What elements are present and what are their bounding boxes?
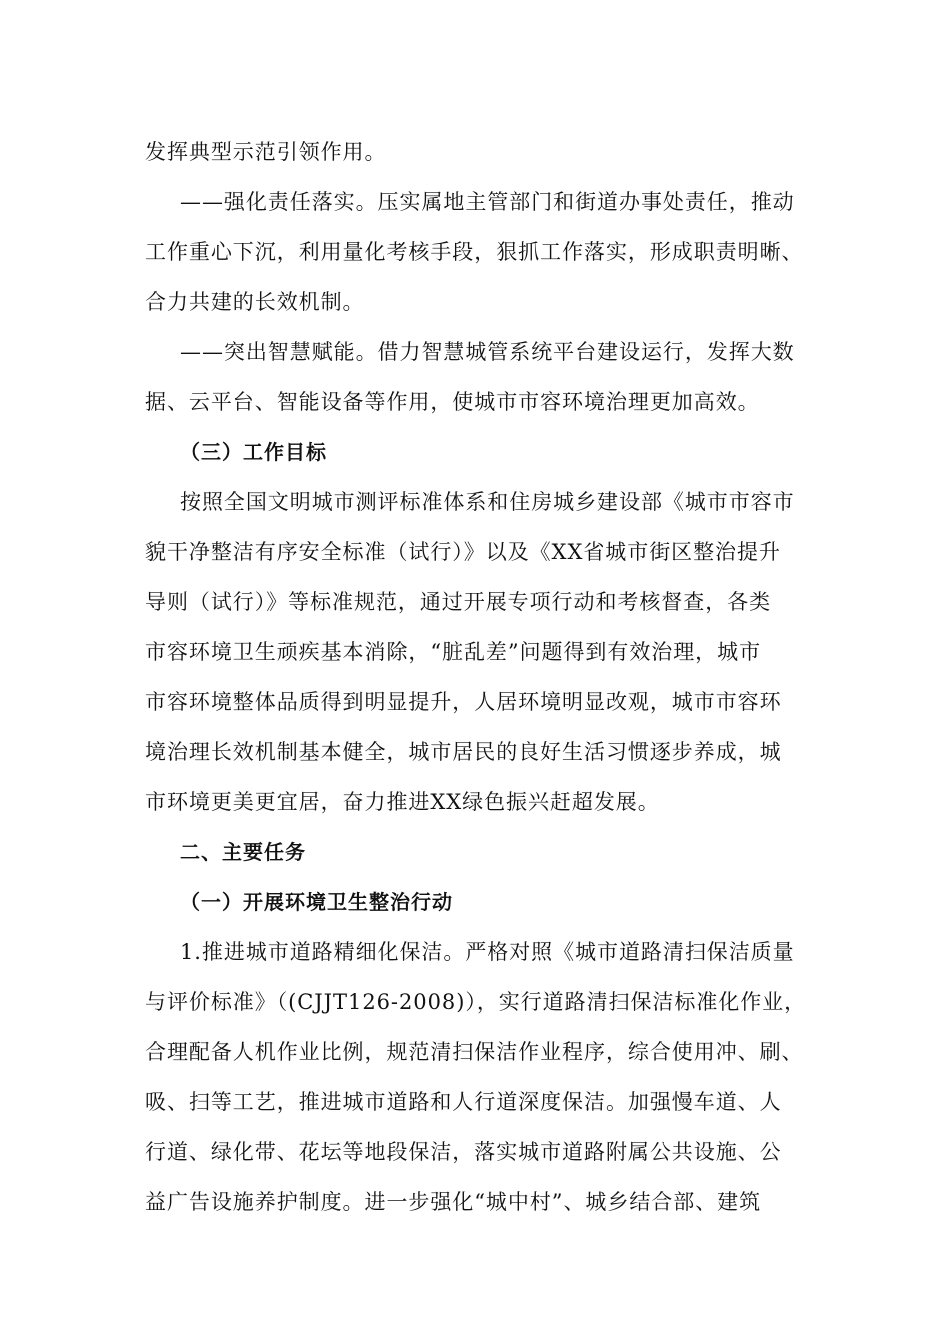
body-text-line: 发挥典型示范引领作用。	[145, 140, 387, 164]
body-text-line: 合理配备人机作业比例，规范清扫保洁作业程序，综合使用冲、刷、	[145, 1040, 804, 1064]
body-text-line: 益广告设施养护制度。进一步强化“城中村”、城乡结合部、建筑	[145, 1190, 762, 1214]
section-heading: 二、主要任务	[180, 840, 306, 864]
body-text-line: ——突出智慧赋能。借力智慧城管系统平台建设运行，发挥大数	[180, 340, 795, 364]
body-text-line: 按照全国文明城市测评标准体系和住房城乡建设部《城市市容市	[180, 490, 795, 514]
body-text-line: 境治理长效机制基本健全，城市居民的良好生活习惯逐步养成，城	[145, 740, 782, 764]
body-text-line: 市容环境卫生顽疾基本消除，“脏乱差”问题得到有效治理，城市	[145, 640, 762, 664]
body-text-line: 貌干净整洁有序安全标准（试行）》以及《XX省城市街区整治提升	[145, 540, 781, 564]
body-text-line: 合力共建的长效机制。	[145, 290, 365, 314]
body-text-line: 市环境更美更宜居，奋力推进XX绿色振兴赶超发展。	[145, 790, 660, 814]
body-text-line: 市容环境整体品质得到明显提升，人居环境明显改观，城市市容环	[145, 690, 782, 714]
body-text-line: 据、云平台、智能设备等作用，使城市市容环境治理更加高效。	[145, 390, 760, 414]
body-text-line: ——强化责任落实。压实属地主管部门和街道办事处责任，推动	[180, 190, 795, 214]
subsection-heading: （一）开展环境卫生整治行动	[180, 890, 453, 914]
body-text-line: 与评价标准》（(CJJT126-2008)），实行道路清扫保洁标准化作业，	[145, 990, 807, 1014]
body-text-line: 工作重心下沉，利用量化考核手段，狠抓工作落实，形成职责明晰、	[145, 240, 804, 264]
body-text-line: 行道、绿化带、花坛等地段保洁，落实城市道路附属公共设施、公	[145, 1140, 782, 1164]
body-text-line: 导则（试行）》等标准规范，通过开展专项行动和考核督查，各类	[145, 590, 772, 614]
body-text-line: 1.推进城市道路精细化保洁。严格对照《城市道路清扫保洁质量	[180, 940, 795, 964]
section-heading: （三）工作目标	[180, 440, 327, 464]
body-text-line: 吸、扫等工艺，推进城市道路和人行道深度保洁。加强慢车道、人	[145, 1090, 782, 1114]
